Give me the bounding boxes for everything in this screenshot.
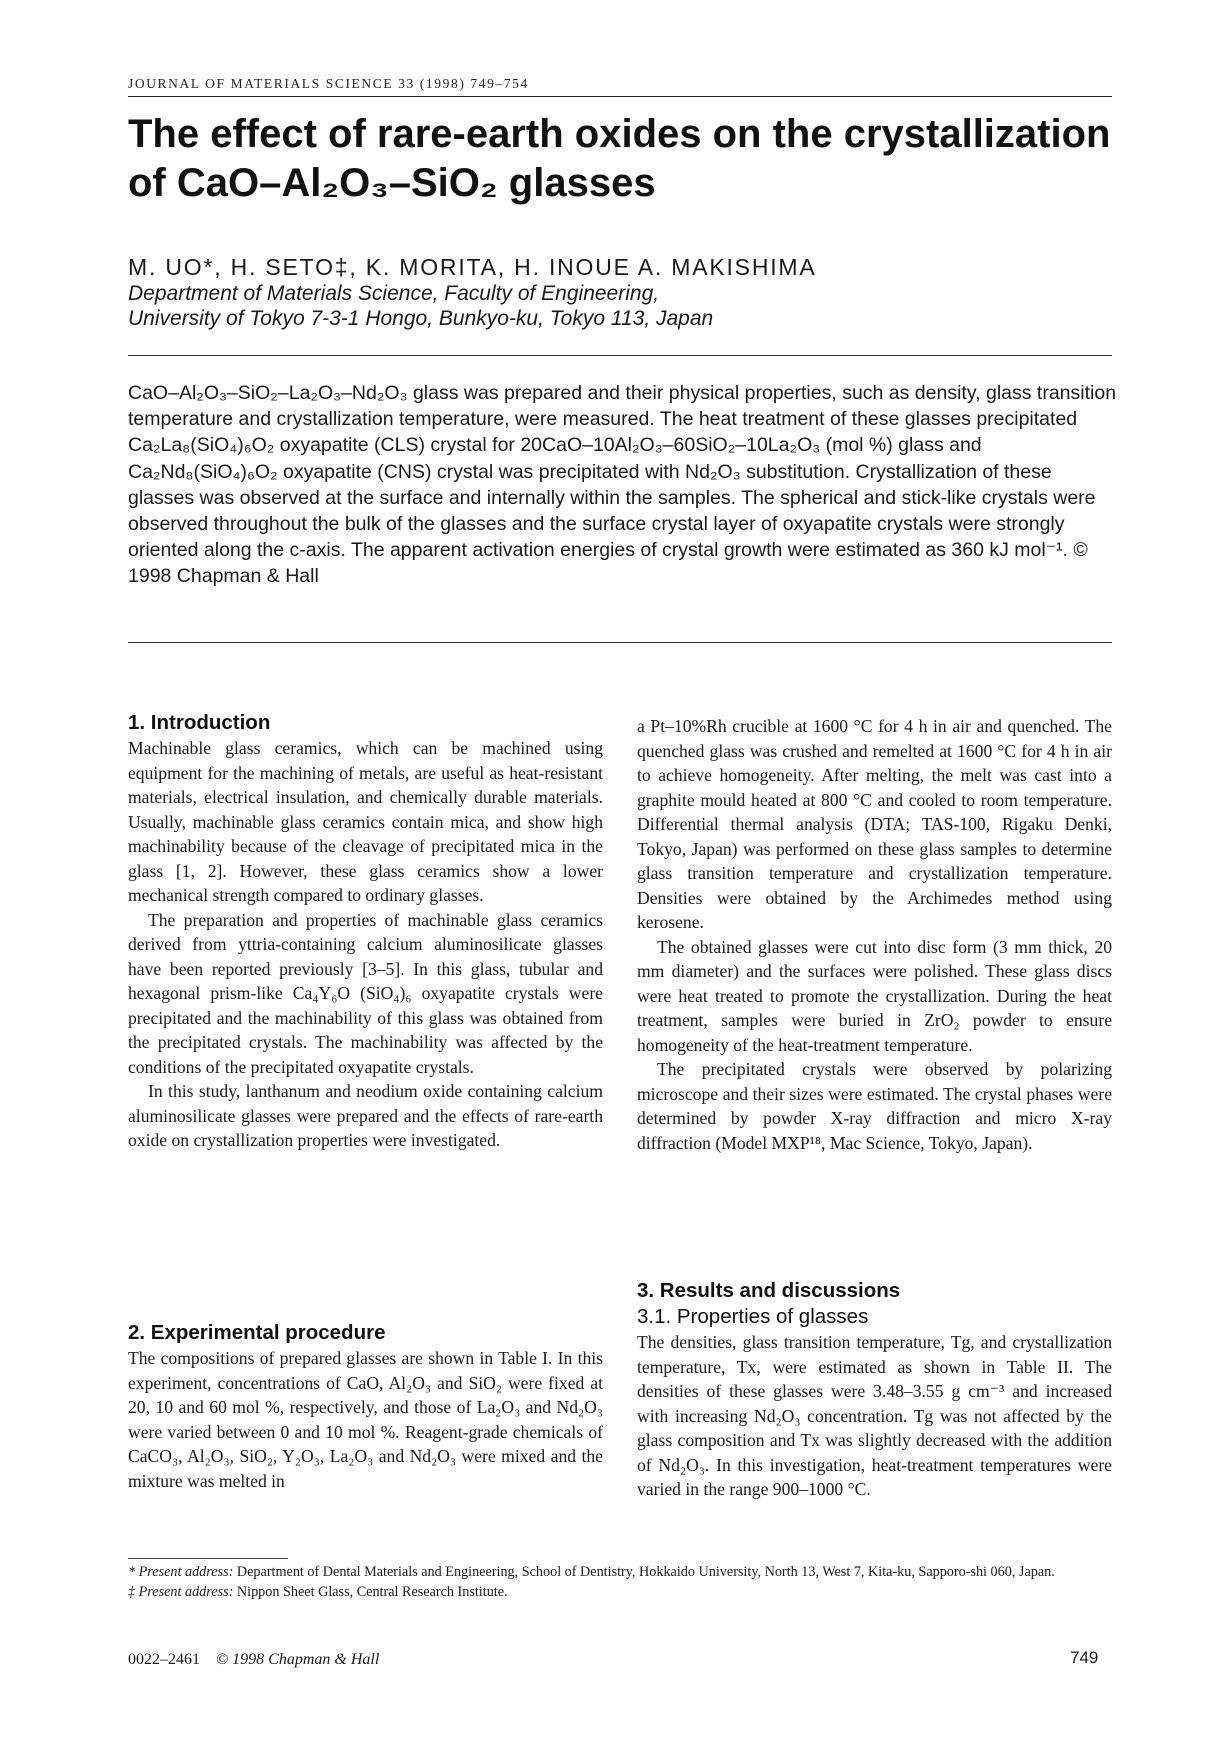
section-heading-results: 3. Results and discussions xyxy=(637,1279,901,1302)
footer-copyright: © 1998 Chapman & Hall xyxy=(216,1651,380,1668)
title-line-2: of CaO–Al₂O₃–SiO₂ glasses xyxy=(128,161,656,205)
page-number: 749 xyxy=(1070,1648,1099,1667)
intro-paragraph-2: The preparation and properties of machinable glass ceramics derived from yttria-containing calcium aluminosilicate glasses have been reported previously [3–5]. In this glass, tubular and hexagonal prism-like Ca₄Y₆O (SiO₄)₆ oxyapatite crystals were precipitated and the machinability of this glass was obtained from the precipitated crystals. The machinability was affected by the conditions of the precipitated oxyapatite crystals. xyxy=(128,909,603,1077)
footnote-1-text: Department of Dental Materials and Engineering, School of Dentistry, Hokkaido University, North 13, West 7, Kita-ku, Sapporo-shi 060, Japan. xyxy=(236,1564,1055,1580)
experimental-paragraph-3: The precipitated crystals were observed by polarizing microscope and their sizes were estimated. The crystal phases were determined by powder X-ray diffraction and micro X-ray diffraction (Model MXP¹⁸, Mac Science, Tokyo, Japan). xyxy=(637,1059,1112,1153)
intro-paragraph-3: In this study, lanthanum and neodium oxide containing calcium aluminosilicate glasses were prepared and the effects of rare-earth oxide on crystallization properties were investigated. xyxy=(128,1081,603,1150)
experimental-paragraph-1-continued: a Pt–10%Rh crucible at 1600 °C for 4 h in air and quenched. The quenched glass was crushed and remelted at 1600 °C for 4 h in air to achieve homogeneity. After melting, the melt was cast into a graphite mould heated at 800 °C and cooled to room temperature. Differential thermal analysis (DTA; TAS-100, Rigaku Denki, Tokyo, Japan) was performed on these glass samples to determine glass transition temperature and crystallization temperature. Densities were obtained by the Archimedes method using kerosene. xyxy=(637,716,1112,932)
intro-paragraph-1: Machinable glass ceramics, which can be machined using equipment for the machining of metals, are useful as heat-resistant materials, electrical insulation, and chemically durable materials. Usually, machinable glass ceramics contain mica, and show high machinability because of the cleavage of precipitated mica in the glass [1, 2]. However, these glass ceramics show a lower mechanical strength compared to ordinary glasses. xyxy=(128,738,603,905)
experimental-paragraph-2: The obtained glasses were cut into disc form (3 mm thick, 20 mm diameter) and the surfaces were polished. These glass discs were heat treated to promote the crystallization. During the heat treatment, samples were buried in ZrO₂ powder to ensure homogeneity of the heat-treatment temperature. xyxy=(637,936,1112,1055)
title-line-1: The effect of rare-earth oxides on the crystallization xyxy=(128,112,1111,156)
subsection-heading-properties: 3.1. Properties of glasses xyxy=(637,1305,869,1328)
results-paragraph-1: The densities, glass transition temperature, Tg, and crystallization temperature, Tx, were estimated as shown in Table II. The densities of these glasses were 3.48–3.55 g cm⁻³ and increased with increasing Nd₂O₃ concentration. Tg was not affected by the glass composition and Tx was slightly decreased with the addition of Nd₂O₃. In this investigation, heat-treatment temperatures were varied in the range 900–1000 °C. xyxy=(637,1332,1112,1499)
footnotes xyxy=(128,1563,1114,1602)
right-column xyxy=(637,714,1112,1155)
footnote-2-text: Nippon Sheet Glass, Central Research Institute. xyxy=(236,1583,508,1600)
issn: 0022–2461 xyxy=(128,1651,200,1668)
footnote-rule xyxy=(128,1558,288,1559)
article-title xyxy=(128,110,1118,208)
affiliation xyxy=(128,281,713,331)
footnote-1-label: * Present address: xyxy=(128,1564,234,1580)
abstract-bottom-rule xyxy=(128,642,1112,643)
footer-left xyxy=(128,1651,379,1669)
experimental-paragraph-1: The compositions of prepared glasses are shown in Table I. In this experiment, concentrations of CaO, Al₂O₃ and SiO₂ were fixed at 20, 10 and 60 mol %, respectively, and those of La₂O₃ and Nd₂O₃ were varied between 0 and 10 mol %. Reagent-grade chemicals of CaCO₃, Al₂O₃, SiO₂, Y₂O₃, La₂O₃ and Nd₂O₃ were mixed and the mixture was melted in xyxy=(128,1348,603,1491)
left-column xyxy=(128,710,603,1153)
affiliation-line-2: University of Tokyo 7-3-1 Hongo, Bunkyo-ku, Tokyo 113, Japan xyxy=(128,307,714,330)
journal-header: JOURNAL OF MATERIALS SCIENCE 33 (1998) 749–754 xyxy=(128,76,529,91)
section-heading-introduction: 1. Introduction xyxy=(128,711,271,734)
abstract: CaO–Al₂O₃–SiO₂–La₂O₃–Nd₂O₃ glass was prepared and their physical properties, such as density, glass transition temperature and crystallization temperature, were measured. The heat treatment of these glasses precipitated Ca₂La₈(SiO₄)₆O₂ oxyapatite (CLS) crystal for 20CaO–10Al₂O₃–60SiO₂–10La₂O₃ (mol %) glass and Ca₂Nd₈(SiO₄)₆O₂ oxyapatite (CNS) crystal was precipitated with Nd₂O₃ substitution. Crystallization of these glasses was observed at the surface and internally within the samples. The spherical and stick-like crystals were observed throughout the bulk of the glasses and the surface crystal layer of oxyapatite crystals were strongly oriented along the c-axis. The apparent activation energies of crystal growth were estimated as 360 kJ mol⁻¹. © 1998 Chapman & Hall xyxy=(128,382,1117,588)
footnote-1 xyxy=(128,1563,1114,1583)
abstract-top-rule xyxy=(128,355,1112,356)
footnote-2 xyxy=(128,1583,1114,1603)
header-rule xyxy=(128,96,1112,97)
section-heading-experimental: 2. Experimental procedure xyxy=(128,1321,386,1344)
left-column-lower xyxy=(128,1320,603,1493)
footnote-2-label: ‡ Present address: xyxy=(128,1583,234,1600)
affiliation-line-1: Department of Materials Science, Faculty of Engineering, xyxy=(128,282,660,305)
author-list: M. UO*, H. SETO‡, K. MORITA, H. INOUE A. MAKISHIMA xyxy=(128,254,817,280)
right-column-lower xyxy=(637,1278,1112,1502)
